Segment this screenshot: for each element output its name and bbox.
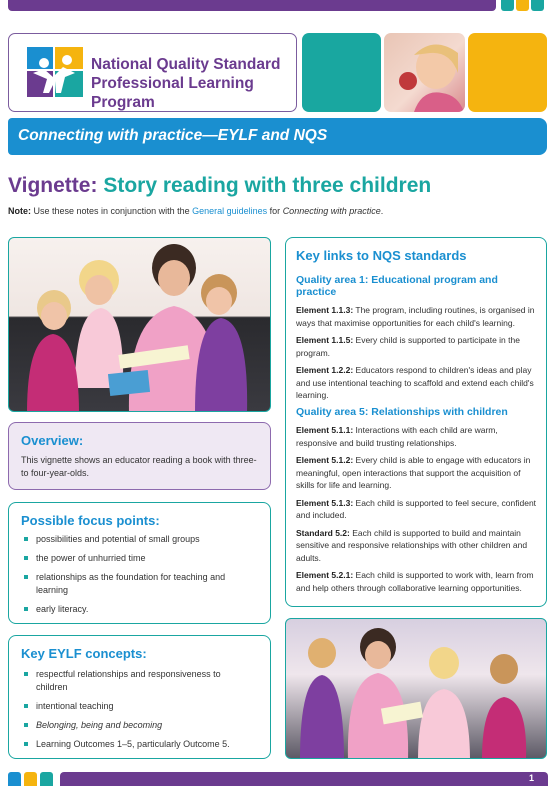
banner-text: Connecting with practice—EYLF and NQS [18, 127, 328, 144]
note-ital: Connecting with practice [282, 206, 381, 216]
title-text: Story reading with three children [103, 174, 432, 197]
top-square-yellow [516, 0, 529, 11]
nqs-logo-icon [27, 47, 83, 97]
eylf-list [21, 668, 253, 757]
section-banner [8, 118, 547, 155]
overview-text: This vignette shows an educator reading a book with three- to four-year-olds. [21, 455, 257, 478]
list-item: intentional teaching [21, 700, 253, 713]
list-item: Belonging, being and becoming [21, 719, 253, 732]
logo-text [91, 55, 296, 112]
note-mid: for [267, 206, 283, 216]
photo-educator-reading [8, 237, 271, 412]
note-end: . [380, 206, 384, 216]
child-eating-apple-image [384, 33, 465, 112]
top-square-teal-2 [531, 0, 544, 11]
qa5-heading: Quality area 5: Relationships with children [296, 406, 508, 418]
element-item: Element 5.1.3: Each child is supported to feel secure, confident and included. [296, 497, 537, 520]
overview-heading: Overview: [21, 433, 84, 448]
note-pre: Use these notes in conjunction with the [31, 206, 193, 216]
list-item: Learning Outcomes 1–5, particularly Outcome 5. [21, 738, 253, 751]
links-heading: Key links to NQS standards [296, 248, 467, 263]
logo-box [8, 33, 297, 112]
eylf-heading: Key EYLF concepts: [21, 646, 147, 661]
page-number: 1 [528, 773, 534, 783]
element-item: Standard 5.2: Each child is supported to build and maintain sensitive and responsive relationships with other children and adults. [296, 527, 528, 563]
logo-line-2: Professional Learning Program [91, 75, 254, 111]
qa1-heading: Quality area 1: Educational program and practice [296, 274, 498, 298]
children-with-educator-image [286, 619, 547, 759]
educator-reading-image [9, 238, 271, 412]
element-item: Element 1.1.5: Every child is supported to participate in the program. [296, 335, 520, 358]
quality-area-1 [296, 274, 540, 407]
list-item: early literacy. [21, 603, 253, 616]
list-item: the power of unhurried time [21, 552, 253, 565]
list-item: respectful relationships and responsiveness to children [21, 668, 253, 694]
header-photo-child [384, 33, 465, 112]
element-item: Element 5.1.2: Every child is able to engage with educators in meaningful, open interactions that support the acquisition of skills for life and learning. [296, 455, 531, 490]
element-item: Element 5.1.1: Interactions with each child are warm, responsive and build trusting relationships. [296, 425, 498, 448]
element-item: Element 5.2.1: Each child is supported to work with, learn from and help others through collaborative learning opportunities. [296, 570, 534, 593]
list-item: relationships as the foundation for teaching and learning [21, 571, 226, 597]
overview-card [8, 422, 271, 490]
quality-area-5 [296, 406, 540, 599]
footer-square-teal [40, 772, 53, 786]
header-tile-yellow [468, 33, 547, 112]
top-bar [8, 0, 496, 11]
usage-note [8, 206, 383, 216]
title-kicker: Vignette: [8, 174, 98, 197]
footer-square-blue [8, 772, 21, 786]
footer-bar [60, 772, 548, 786]
element-item: Element 1.1.3: The program, including routines, is organised in ways that maximise opportunities for each child's learning. [296, 305, 535, 328]
logo-line-1: National Quality Standard [91, 56, 281, 73]
general-guidelines-link[interactable]: General guidelines [192, 206, 268, 216]
focus-list [21, 533, 253, 622]
footer-square-yellow [24, 772, 37, 786]
element-item: Element 1.2.2: Educators respond to children's ideas and play and use intentional teaching to scaffold and extend each child's learning. [296, 365, 534, 400]
note-label: Note: [8, 206, 31, 216]
top-square-teal [501, 0, 514, 11]
page-title [8, 174, 431, 198]
photo-children-group [285, 618, 547, 759]
focus-points-card [8, 502, 271, 624]
header-tile-teal [302, 33, 381, 112]
nqs-links-card [285, 237, 547, 607]
focus-heading: Possible focus points: [21, 513, 160, 528]
eylf-concepts-card [8, 635, 271, 759]
list-item: possibilities and potential of small groups [21, 533, 253, 546]
